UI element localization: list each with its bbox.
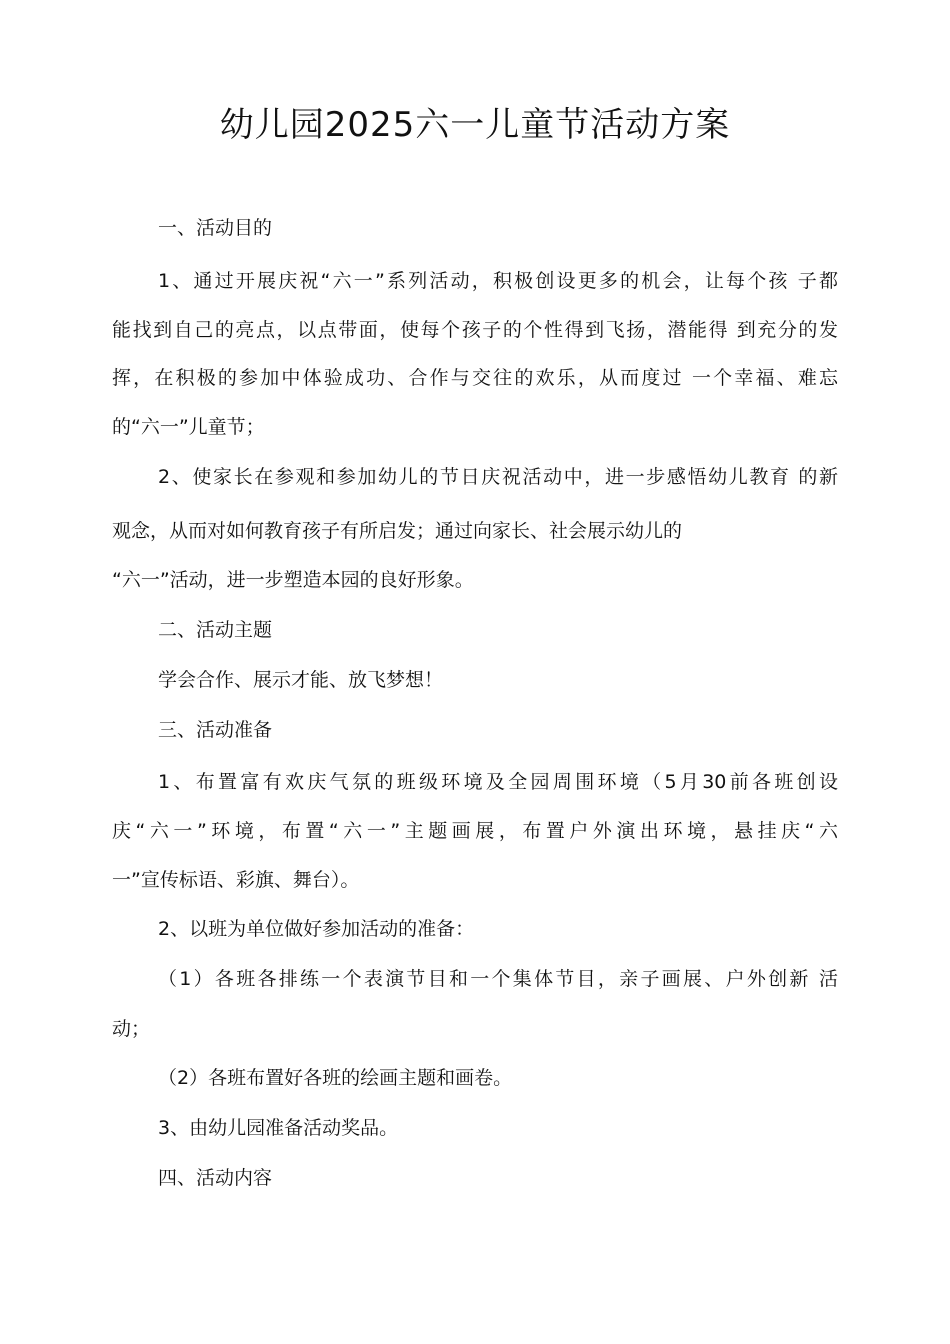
paragraph-line: 观念，从而对如何教育孩子有所启发；通过向家长、社会展示幼儿的 — [112, 520, 683, 542]
paragraph-line: 2、使家长在参观和参加幼儿的节日庆祝活动中，进一步感悟幼儿教育 的新 — [158, 466, 838, 488]
heading-purpose: 一、活动目的 — [158, 217, 273, 239]
document-title: 幼儿园2025六一儿童节活动方案 — [219, 105, 731, 145]
paragraph-line: 能找到自己的亮点，以点带面，使每个孩子的个性得到飞扬，潜能得 到充分的发 — [112, 319, 838, 341]
paragraph-line: 1、布置富有欢庆气氛的班级环境及全园周围环境（5月30前各班创设 — [158, 771, 838, 793]
paragraph-line: 一”宣传标语、彩旗、舞台）。 — [112, 869, 360, 891]
heading-preparation: 三、活动准备 — [158, 719, 273, 741]
paragraph-line: 的“六一”儿童节； — [112, 416, 265, 438]
paragraph-line: 挥，在积极的参加中体验成功、合作与交往的欢乐，从而度过 一个幸福、难忘 — [112, 367, 838, 389]
paragraph-line: 动； — [112, 1018, 151, 1040]
paragraph-line: “六一”活动，进一步塑造本园的良好形象。 — [112, 569, 474, 591]
paragraph-line: 1、通过开展庆祝“六一”系列活动，积极创设更多的机会，让每个孩 子都 — [158, 270, 838, 292]
theme-text: 学会合作、展示才能、放飞梦想！ — [158, 669, 444, 691]
heading-content: 四、活动内容 — [158, 1167, 273, 1189]
heading-theme: 二、活动主题 — [158, 619, 273, 641]
paragraph-line: 3、由幼儿园准备活动奖品。 — [158, 1117, 399, 1139]
paragraph-line: 庆“六一”环境，布置“六一”主题画展，布置户外演出环境，悬挂庆“六 — [112, 820, 838, 842]
paragraph-line: （2）各班布置好各班的绘画主题和画卷。 — [158, 1067, 513, 1089]
paragraph-line: 2、以班为单位做好参加活动的准备： — [158, 918, 475, 940]
paragraph-line: （1）各班各排练一个表演节目和一个集体节目，亲子画展、户外创新 活 — [158, 968, 838, 990]
